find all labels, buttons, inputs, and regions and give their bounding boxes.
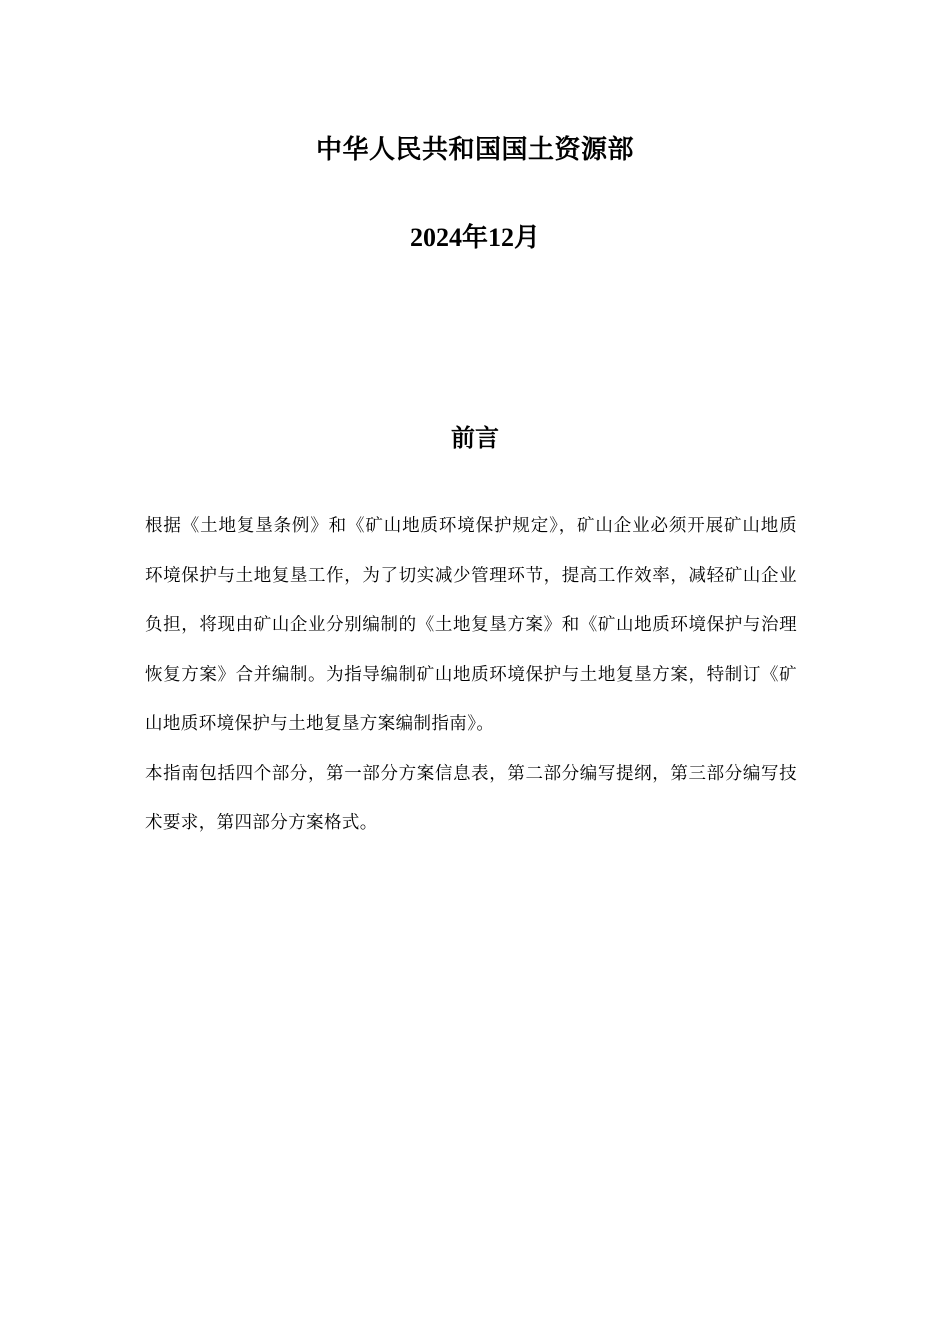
date-month-suffix: 月: [514, 223, 541, 253]
document-date: [0, 218, 950, 258]
preface-paragraph-2: 本指南包括四个部分，第一部分方案信息表，第二部分编写提纲，第三部分编写技术要求，第四部分方案格式。: [145, 763, 797, 833]
date-year: 2024: [409, 223, 462, 252]
date-year-suffix: 年: [461, 223, 488, 253]
preface-body: [145, 502, 797, 849]
organization-title: 中华人民共和国国土资源部: [315, 135, 634, 165]
preface-heading: 前言: [451, 424, 499, 452]
preface-paragraph-1: 根据《土地复垦条例》和《矿山地质环境保护规定》，矿山企业必须开展矿山地质环境保护与土地复垦工作，为了切实减少管理环节，提高工作效率，减轻矿山企业负担，将现由矿山企业分别编制的《土地复垦方案》和《矿山地质环境保护与治理恢复方案》合并编制。为指导编制矿山地质环境保护与土地复垦方案，特制订《矿山地质环境保护与土地复垦方案编制指南》。: [145, 516, 797, 734]
date-month: 12: [488, 223, 514, 252]
